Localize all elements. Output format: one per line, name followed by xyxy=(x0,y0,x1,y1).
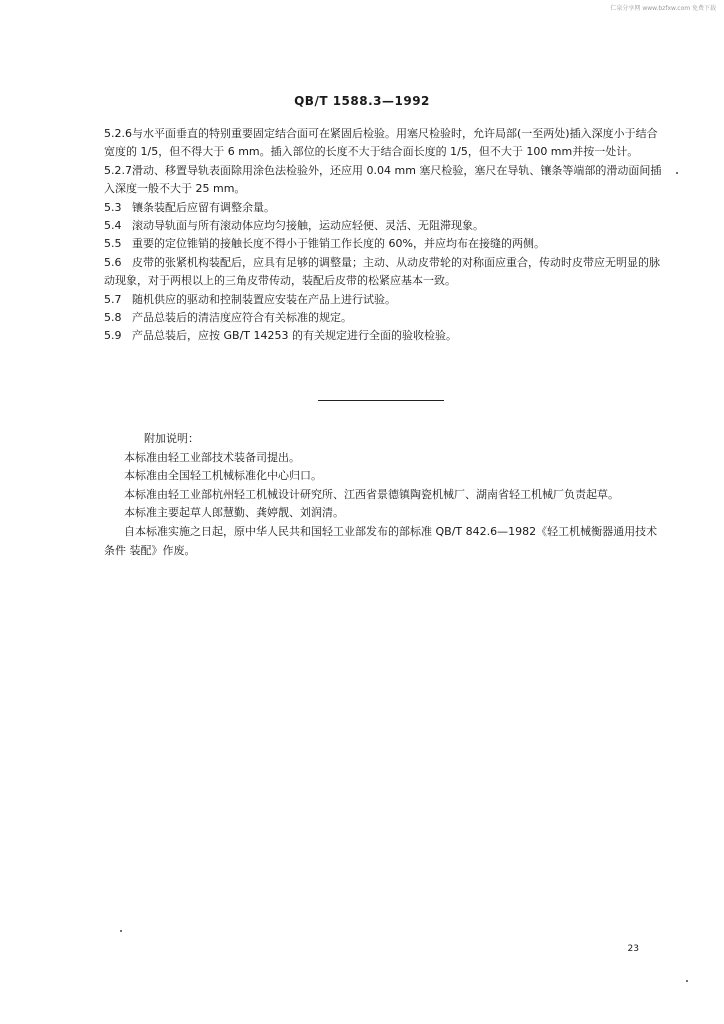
clause-number: 5.5 xyxy=(104,237,122,251)
clause-5-4 xyxy=(104,217,668,235)
clause-text: 产品总装后的清洁度应符合有关标准的规定。 xyxy=(132,311,352,325)
clause-text: 随机供应的驱动和控制装置应安装在产品上进行试验。 xyxy=(132,292,396,306)
clause-number: 5.3 xyxy=(104,200,122,214)
clause-number: 5.2.6 xyxy=(104,127,132,140)
additional-notes xyxy=(104,430,668,560)
watermark-text: 仁泉分享网 www.bzfxw.com 免费下载 xyxy=(610,5,716,12)
note-line: 本标准主要起草人郎慧勤、龚婷靓、刘润清。 xyxy=(124,506,344,520)
clause-number: 5.4 xyxy=(104,219,122,233)
clause-5-2-7 xyxy=(104,162,668,199)
clause-text: 滑动、移置导轨表面除用涂色法检验外，还应用 0.04 mm 塞尺检验，塞尺在导轨、镶条等端部的滑动面间插入深度一般不大于 25 mm。 xyxy=(104,163,662,196)
clause-text: 滚动导轨面与所有滚动体应均匀接触，运动应轻便、灵活、无阻滞现象。 xyxy=(132,219,484,233)
scan-speck xyxy=(676,172,678,174)
clause-number: 5.8 xyxy=(104,311,122,325)
scan-speck xyxy=(120,930,122,932)
clause-list xyxy=(104,125,668,346)
page-number: 23 xyxy=(627,944,639,954)
note-line: 本标准由轻工业部杭州轻工机械设计研究所、江西省景德镇陶瓷机械厂、湖南省轻工机械厂负责起草。 xyxy=(124,487,619,501)
clause-number: 5.6 xyxy=(104,255,122,269)
clause-text: 镶条装配后应留有调整余量。 xyxy=(132,200,275,214)
note-line: 本标准由轻工业部技术装备司提出。 xyxy=(124,450,300,464)
clause-number: 5.9 xyxy=(104,329,122,343)
note-line: 本标准由全国轻工机械标准化中心归口。 xyxy=(124,469,322,483)
clause-text: 产品总装后，应按 GB/T 14253 的有关规定进行全面的验收检验。 xyxy=(132,329,457,343)
clause-5-7 xyxy=(104,291,668,309)
clause-5-6 xyxy=(104,254,668,291)
clause-text: 与水平面垂直的特别重要固定结合面可在紧固后检验。用塞尺检验时，允许局部(一至两处)插入深度小于结合宽度的 1/5，但不得大于 6 mm。插入部位的长度不大于结合面长度的 1/5，但不大于 100 mm并按一处计。 xyxy=(104,127,658,159)
standard-code-header: QB/T 1588.3—1992 xyxy=(294,94,430,108)
clause-5-5 xyxy=(104,235,668,253)
clause-5-8 xyxy=(104,309,668,327)
scan-speck xyxy=(686,980,688,982)
section-divider xyxy=(318,400,444,401)
clause-number: 5.7 xyxy=(104,292,122,306)
clause-5-2-6 xyxy=(104,125,668,162)
clause-number: 5.2.7 xyxy=(104,163,132,177)
note-line: 自本标准实施之日起，原中华人民共和国轻工业部发布的部标准 QB/T 842.6—1982《轻工机械衡器通用技术条件 装配》作废。 xyxy=(104,524,658,557)
clause-5-3 xyxy=(104,199,668,217)
clause-text: 重要的定位锥销的接触长度不得小于锥销工作长度的 60%，并应均布在接缝的两侧。 xyxy=(132,237,545,251)
clause-5-9 xyxy=(104,327,668,345)
notes-title: 附加说明： xyxy=(144,432,199,445)
clause-text: 皮带的张紧机构装配后，应具有足够的调整量；主动、从动皮带轮的对称面应重合，传动时皮带应无明显的脉动现象，对于两根以上的三角皮带传动，装配后皮带的松紧应基本一致。 xyxy=(104,255,660,288)
